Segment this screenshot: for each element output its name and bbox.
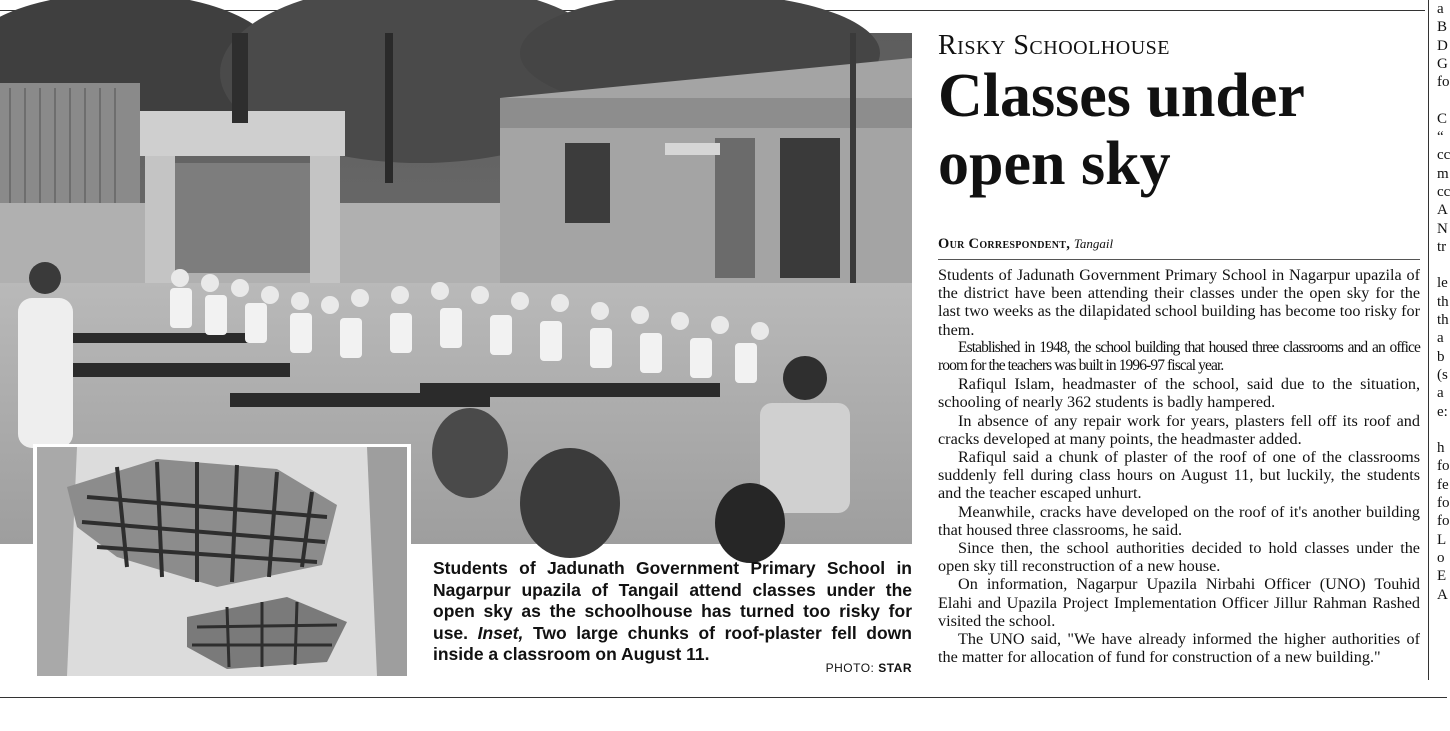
neighbor-line [1437,256,1449,274]
byline-author: Our Correspondent, [938,236,1071,252]
neighbor-line: cc [1437,183,1450,200]
column-rule [1428,0,1429,680]
neighbor-line: “ [1437,129,1444,146]
neighbor-line: th [1437,312,1449,329]
neighbor-line: a [1437,1,1444,17]
neighbor-line [1437,91,1449,109]
neighbor-line: a [1437,330,1444,347]
article-paragraph: In absence of any repair work for years, plasters fell off its roof and cracks developed at many points, the headmaster added. [938,411,1420,448]
neighbor-line: h [1437,440,1445,457]
headline-line-2: open sky [938,130,1171,198]
neighbor-line: A [1437,202,1448,219]
neighbor-line [1437,421,1449,439]
neighbor-line: fo [1437,495,1450,512]
neighbor-line: fo [1437,458,1450,475]
damaged-roof-photo [37,447,407,676]
neighbor-line: o [1437,549,1445,566]
byline-rule [938,259,1420,260]
article-paragraph: Students of Jadunath Government Primary School in Nagarpur upazila of the district have been attending their classes under the open sky for the last two weeks as the dilapidated school building has become too risky for them. [938,266,1420,339]
neighbor-line: tr [1437,238,1447,255]
article-paragraph: Rafiqul Islam, headmaster of the school, said due to the situation, schooling of nearly 362 students is badly hampered. [938,375,1420,412]
neighbor-column [1437,0,1449,690]
photo-credit-prefix: PHOTO: [825,661,875,675]
neighbor-line: b [1437,348,1445,365]
article-paragraph: The UNO said, "We have already informed the higher authorities of the matter for allocation of fund for construction of a new building." [938,630,1420,667]
neighbor-line: L [1437,531,1447,548]
neighbor-line: fo [1437,74,1450,91]
neighbor-line: A [1437,586,1448,603]
neighbor-line: fe [1437,476,1449,493]
article-paragraph: Established in 1948, the school building that housed three classrooms and an office room for the teachers was built in 1996-97 fiscal year. [938,338,1420,375]
neighbor-line: le [1437,275,1448,292]
neighbor-line: th [1437,293,1449,310]
photo-credit [826,661,912,675]
neighbor-line: E [1437,568,1447,585]
article-paragraph: Rafiqul said a chunk of plaster of the roof of one of the classrooms suddenly fell during class hours on August 11, but luckily, the students and the teacher escaped unhurt. [938,448,1420,503]
neighbor-line: e: [1437,403,1448,420]
article-paragraph: On information, Nagarpur Upazila Nirbahi Officer (UNO) Touhid Elahi and Upazila Project Implementation Officer Jillur Rahman Rashed visited the school. [938,575,1420,630]
headline [938,62,1418,198]
photo-credit-source: STAR [878,661,912,675]
byline [938,236,1420,253]
neighbor-line: fo [1437,513,1450,530]
caption-inset-label: Inset, [477,622,524,643]
article-body [938,266,1420,684]
neighbor-line: (s [1437,366,1448,383]
neighbor-line: C [1437,110,1448,127]
headline-line-1: Classes under [938,62,1305,130]
photo-caption [433,558,912,666]
inset-photo [37,447,407,676]
caption-inset: Two large chunks of roof-plaster fell down inside a classroom on August 11. [433,622,912,664]
neighbor-line: a [1437,385,1444,402]
byline-place: Tangail [1073,236,1114,251]
inset-photo-frame [33,444,411,680]
neighbor-line: D [1437,37,1448,54]
neighbor-line: cc [1437,147,1450,164]
neighbor-line: N [1437,220,1448,237]
caption-main: Students of Jadunath Government Primary School in Nagarpur upazila of Tangail attend classes under the open sky as the schoolhouse has turned too risky for use. [433,558,912,643]
neighbor-line: G [1437,55,1448,72]
article-paragraph: Since then, the school authorities decided to hold classes under the open sky till reconstruction of a new house. [938,539,1420,576]
neighbor-line: B [1437,19,1448,36]
section-kicker: Risky Schoolhouse [938,30,1170,61]
neighbor-line: m [1437,165,1449,182]
bottom-rule [0,697,1447,698]
article-paragraph: Meanwhile, cracks have developed on the roof of it's another building that housed three classrooms, he said. [938,502,1420,539]
